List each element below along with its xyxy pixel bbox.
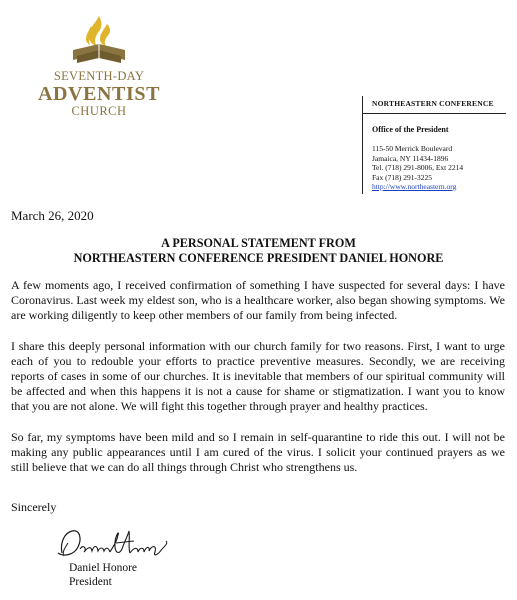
logo-line-3: CHURCH xyxy=(71,103,127,118)
church-logo xyxy=(34,14,164,117)
contact-block xyxy=(372,144,463,192)
signer-block xyxy=(69,561,137,589)
logo-line-1: SEVENTH-DAY xyxy=(53,69,145,83)
fax: Fax (718) 291-3225 xyxy=(372,172,432,182)
letterhead-horizontal-rule xyxy=(362,113,506,114)
website-link[interactable]: http://www.northeastern.org xyxy=(372,182,457,191)
title-line-2: NORTHEASTERN CONFERENCE PRESIDENT DANIEL HONORE xyxy=(73,251,444,265)
paragraph-1: A few moments ago, I received confirmation of something I have suspected for several days: I have Coronavirus. Last week my eldest son, who is a healthcare worker, also began showing symptoms. We are working diligently to keep other members of our family from being infected. xyxy=(11,278,505,322)
telephone: Tel. (718) 291-8006, Ext 2214 xyxy=(372,163,464,172)
letter-title xyxy=(0,236,517,266)
paragraph-3: So far, my symptoms have been mild and so I remain in self-quarantine to ride this out. I will not be making any public appearances until I am cured of the virus. I solicit your continued prayers as we still believe that we can do all things through Christ who strengthens us. xyxy=(11,430,505,474)
title-line-1: A PERSONAL STATEMENT FROM xyxy=(161,236,356,250)
closing: Sincerely xyxy=(11,500,57,514)
paragraph-2: I share this deeply personal information with our church family for two reasons. First, I want to urge each of you to redouble your efforts to practice preventive measures. Secondly, we are receiving reports of cases in some of our churches. It is inevitable that members of our spiritual community will be affected and when this happens it is not a cause for shame or stigmatization. I want you to know that you are not alone. We will fight this together through prayer and healthy practices. xyxy=(11,339,505,413)
letter-date: March 26, 2020 xyxy=(11,208,94,223)
flame-bible-logo-icon xyxy=(69,14,129,66)
address-line-2: Jamaica, NY 11434-1896 xyxy=(372,153,449,163)
conference-name: NORTHEASTERN CONFERENCE xyxy=(372,99,494,108)
address-line-1: 115-50 Merrick Boulevard xyxy=(372,144,453,153)
handwritten-signature xyxy=(54,523,172,563)
office-title: Office of the President xyxy=(372,125,449,134)
signer-name: Daniel Honore xyxy=(69,562,138,574)
signer-title: President xyxy=(69,576,112,588)
logo-line-2: ADVENTIST xyxy=(37,82,161,105)
letterhead-vertical-rule xyxy=(362,96,363,194)
